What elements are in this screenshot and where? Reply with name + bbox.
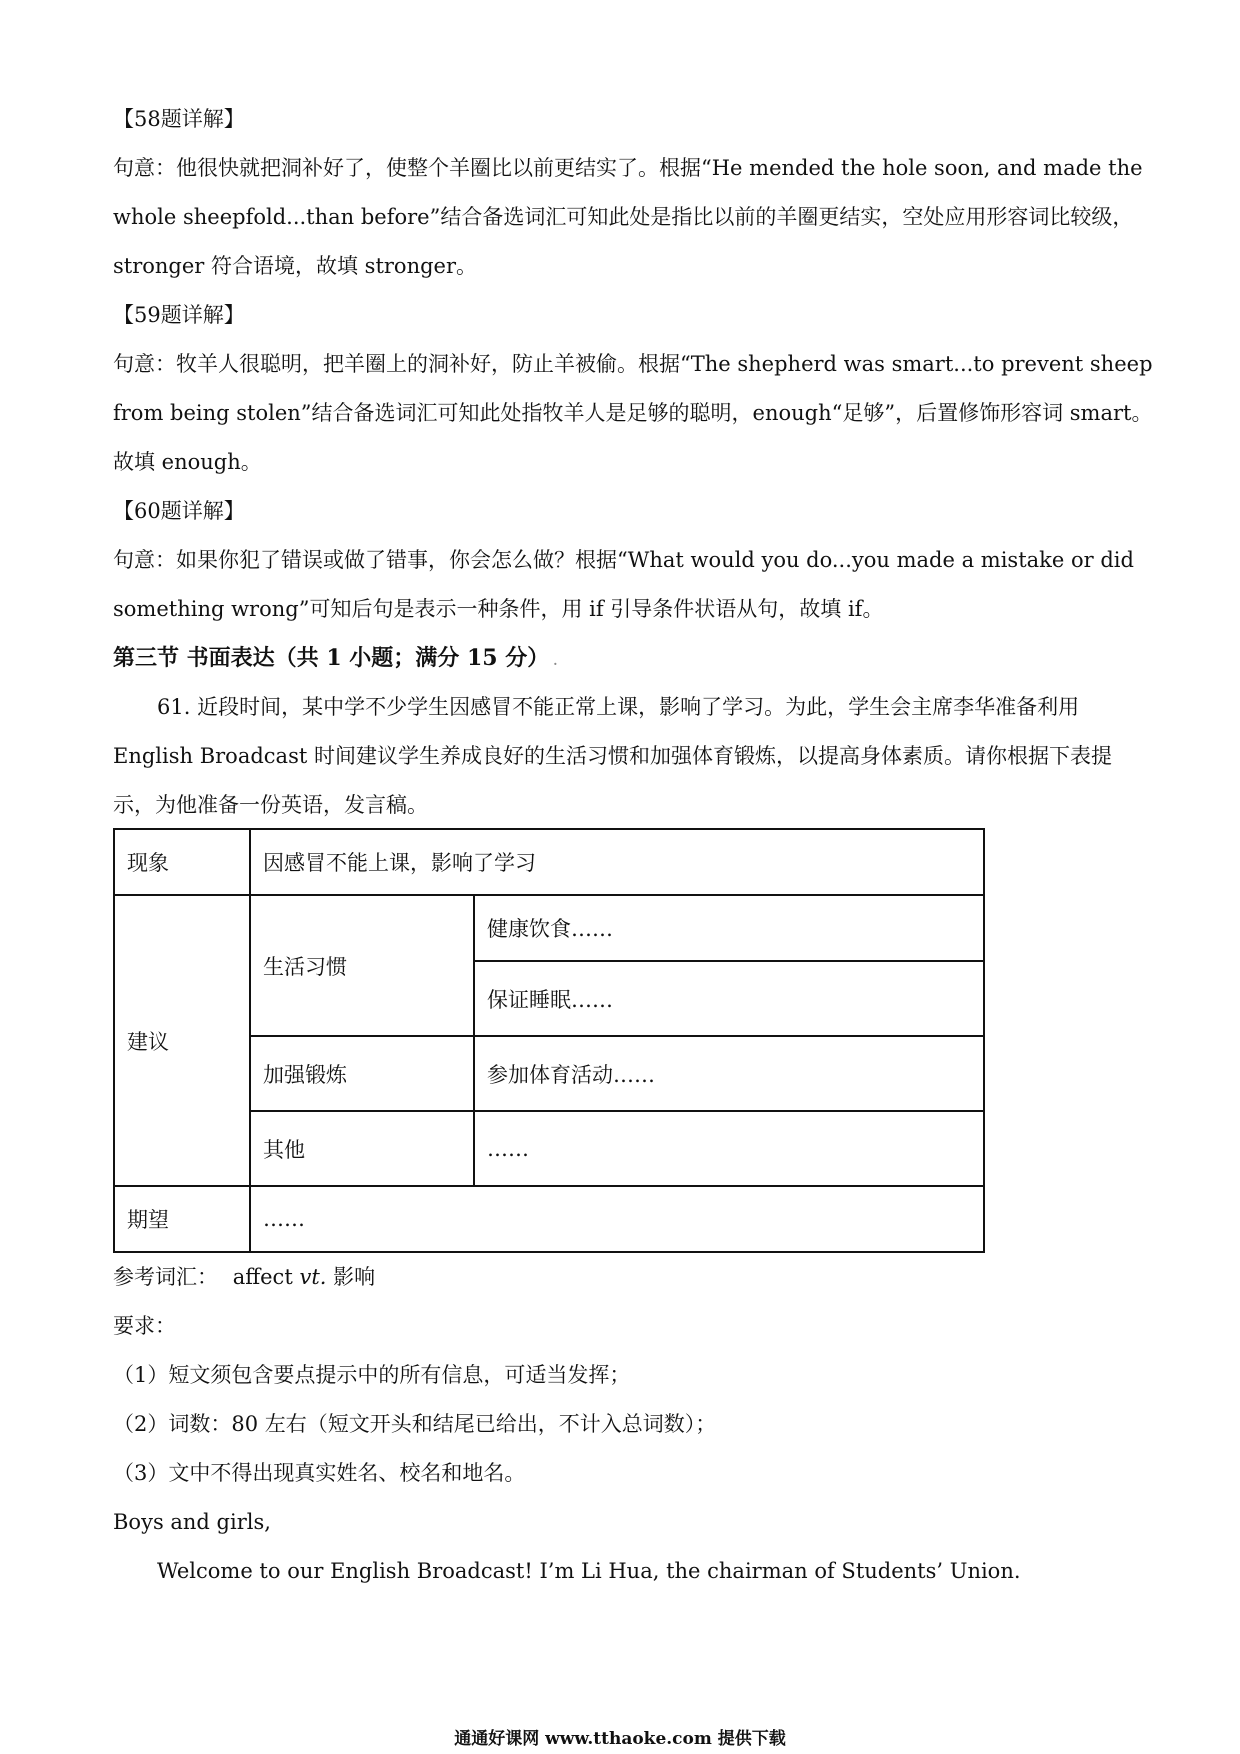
suggestion-table: [113, 828, 985, 1253]
healthy-diet-cell: 健康饮食……: [474, 895, 984, 961]
requirement-2: （2）词数：80 左右（短文开头和结尾已给出，不计入总词数）；: [113, 1412, 717, 1436]
suggestion-label: 建议: [114, 895, 250, 1186]
section-heading-text: 第三节 书面表达（共 1 小题；满分 15 分）: [113, 645, 550, 671]
section-heading: [113, 643, 1133, 676]
q59-line-2: from being stolen”结合备选词汇可知此处指牧羊人是足够的聪明，enough“足够”，后置修饰形容词 smart。: [113, 401, 1153, 425]
q60-line-1: 句意：如果你犯了错误或做了错事，你会怎么做？根据“What would you do...you made a mistake or did: [113, 548, 1134, 572]
hope-label: 期望: [114, 1186, 250, 1252]
essay-opening: Welcome to our English Broadcast! I’m Li Hua, the chairman of Students’ Union.: [157, 1559, 1021, 1583]
life-habits-label: 生活习惯: [250, 895, 474, 1036]
hope-value: ……: [250, 1186, 984, 1252]
section-heading-mark: .: [553, 654, 558, 668]
sports-cell: 参加体育活动……: [474, 1036, 984, 1111]
essay-greeting: Boys and girls,: [113, 1510, 271, 1534]
phenomenon-label: 现象: [114, 829, 250, 895]
q58-title: 【58题详解】: [113, 107, 245, 131]
exercise-label: 加强锻炼: [250, 1036, 474, 1111]
phenomenon-value: 因感冒不能上课，影响了学习: [250, 829, 984, 895]
q58-line-2: whole sheepfold...than before”结合备选词汇可知此处是指比以前的羊圈更结实，空处应用形容词比较级，: [113, 205, 1134, 229]
others-value: ……: [474, 1111, 984, 1186]
q60-title: 【60题详解】: [113, 499, 245, 523]
q59-line-1: 句意：牧羊人很聪明，把羊圈上的洞补好，防止羊被偷。根据“The shepherd was smart...to prevent sheep: [113, 352, 1153, 376]
requirement-1: （1）短文须包含要点提示中的所有信息，可适当发挥；: [113, 1363, 631, 1387]
q61-line-1: 61. 近段时间，某中学不少学生因感冒不能正常上课，影响了学习。为此，学生会主席李华准备利用: [157, 695, 1080, 719]
requirement-3: （3）文中不得出现真实姓名、校名和地名。: [113, 1461, 526, 1485]
ensure-sleep-cell: 保证睡眠……: [474, 961, 984, 1036]
q60-line-2: something wrong”可知后句是表示一种条件，用 if 引导条件状语从句，故填 if。: [113, 597, 884, 621]
vocab-label: 参考词汇：: [113, 1265, 218, 1289]
others-label: 其他: [250, 1111, 474, 1186]
q61-line-2: English Broadcast 时间建议学生养成良好的生活习惯和加强体育锻炼，以提高身体素质。请你根据下表提: [113, 744, 1112, 768]
q58-line-1: 句意：他很快就把洞补好了，使整个羊圈比以前更结实了。根据“He mended the hole soon, and made the: [113, 156, 1143, 180]
page-footer: 通通好课网 www.tthaoke.com 提供下载: [454, 1729, 786, 1749]
vocab-pos: vt.: [299, 1265, 327, 1289]
vocab-word: affect: [232, 1265, 293, 1289]
vocab-line: [113, 1262, 1133, 1292]
q61-line-3: 示，为他准备一份英语，发言稿。: [113, 793, 428, 817]
requirements-title: 要求：: [113, 1314, 176, 1338]
vocab-meaning: 影响: [333, 1265, 376, 1289]
q59-title: 【59题详解】: [113, 303, 245, 327]
q58-line-3: stronger 符合语境，故填 stronger。: [113, 254, 478, 278]
q59-line-3: 故填 enough。: [113, 450, 262, 474]
